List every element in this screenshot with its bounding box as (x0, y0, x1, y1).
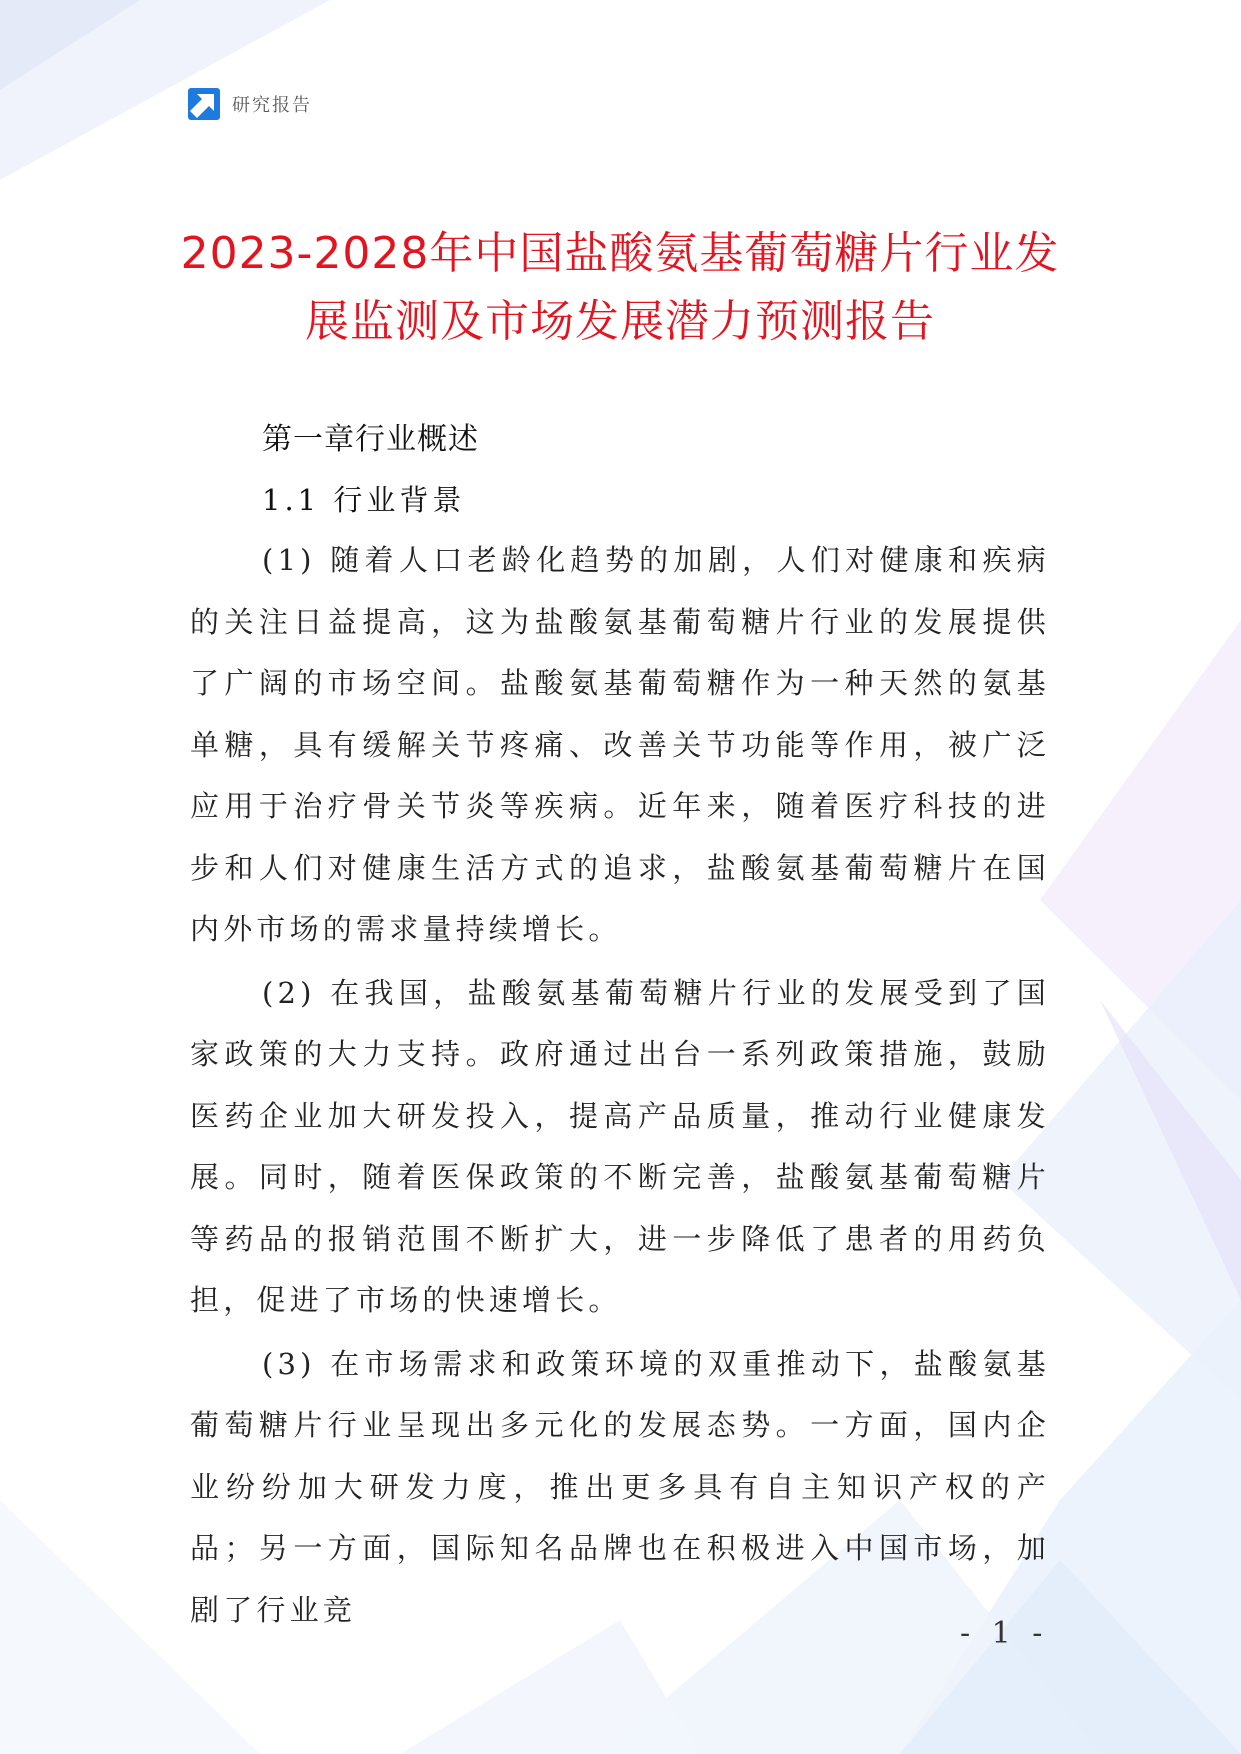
report-title (150, 220, 1090, 356)
header-label: 研究报告 (232, 95, 312, 116)
arrow-up-right-icon (188, 88, 220, 120)
body-text (190, 530, 1050, 1643)
report-title-line-2: 展监测及市场发展潜力预测报告 (305, 296, 935, 347)
section-heading: 1.1 行业背景 (262, 483, 466, 517)
report-header (188, 88, 312, 120)
chapter-heading: 第一章行业概述 (262, 422, 479, 457)
paragraph-2: (2) 在我国，盐酸氨基葡萄糖片行业的发展受到了国家政策的大力支持。政府通过出台一系列政策措施，鼓励医药企业加大研发投入，提高产品质量，推动行业健康发展。同时，随着医保政策的不断完善，盐酸氨基葡萄糖片等药品的报销范围不断扩大，进一步降低了患者的用药负担，促进了市场的快速增长。 (190, 975, 1050, 1317)
paragraph-1: (1) 随着人口老龄化趋势的加剧，人们对健康和疾病的关注日益提高，这为盐酸氨基葡萄糖片行业的发展提供了广阔的市场空间。盐酸氨基葡萄糖作为一种天然的氨基单糖，具有缓解关节疼痛、改善关节功能等作用，被广泛应用于治疗骨关节炎等疾病。近年来，随着医疗科技的进步和人们对健康生活方式的追求，盐酸氨基葡萄糖片在国内外市场的需求量持续增长。 (190, 543, 1050, 946)
report-title-line-1: 2023-2028年中国盐酸氨基葡萄糖片行业发 (180, 228, 1060, 279)
page-number: - 1 - (960, 1616, 1049, 1651)
paragraph-3: (3) 在市场需求和政策环境的双重推动下，盐酸氨基葡萄糖片行业呈现出多元化的发展态势。一方面，国内企业纷纷加大研发力度，推出更多具有自主知识产权的产品；另一方面，国际知名品牌也在积极进入中国市场，加剧了行业竞 (190, 1346, 1050, 1627)
